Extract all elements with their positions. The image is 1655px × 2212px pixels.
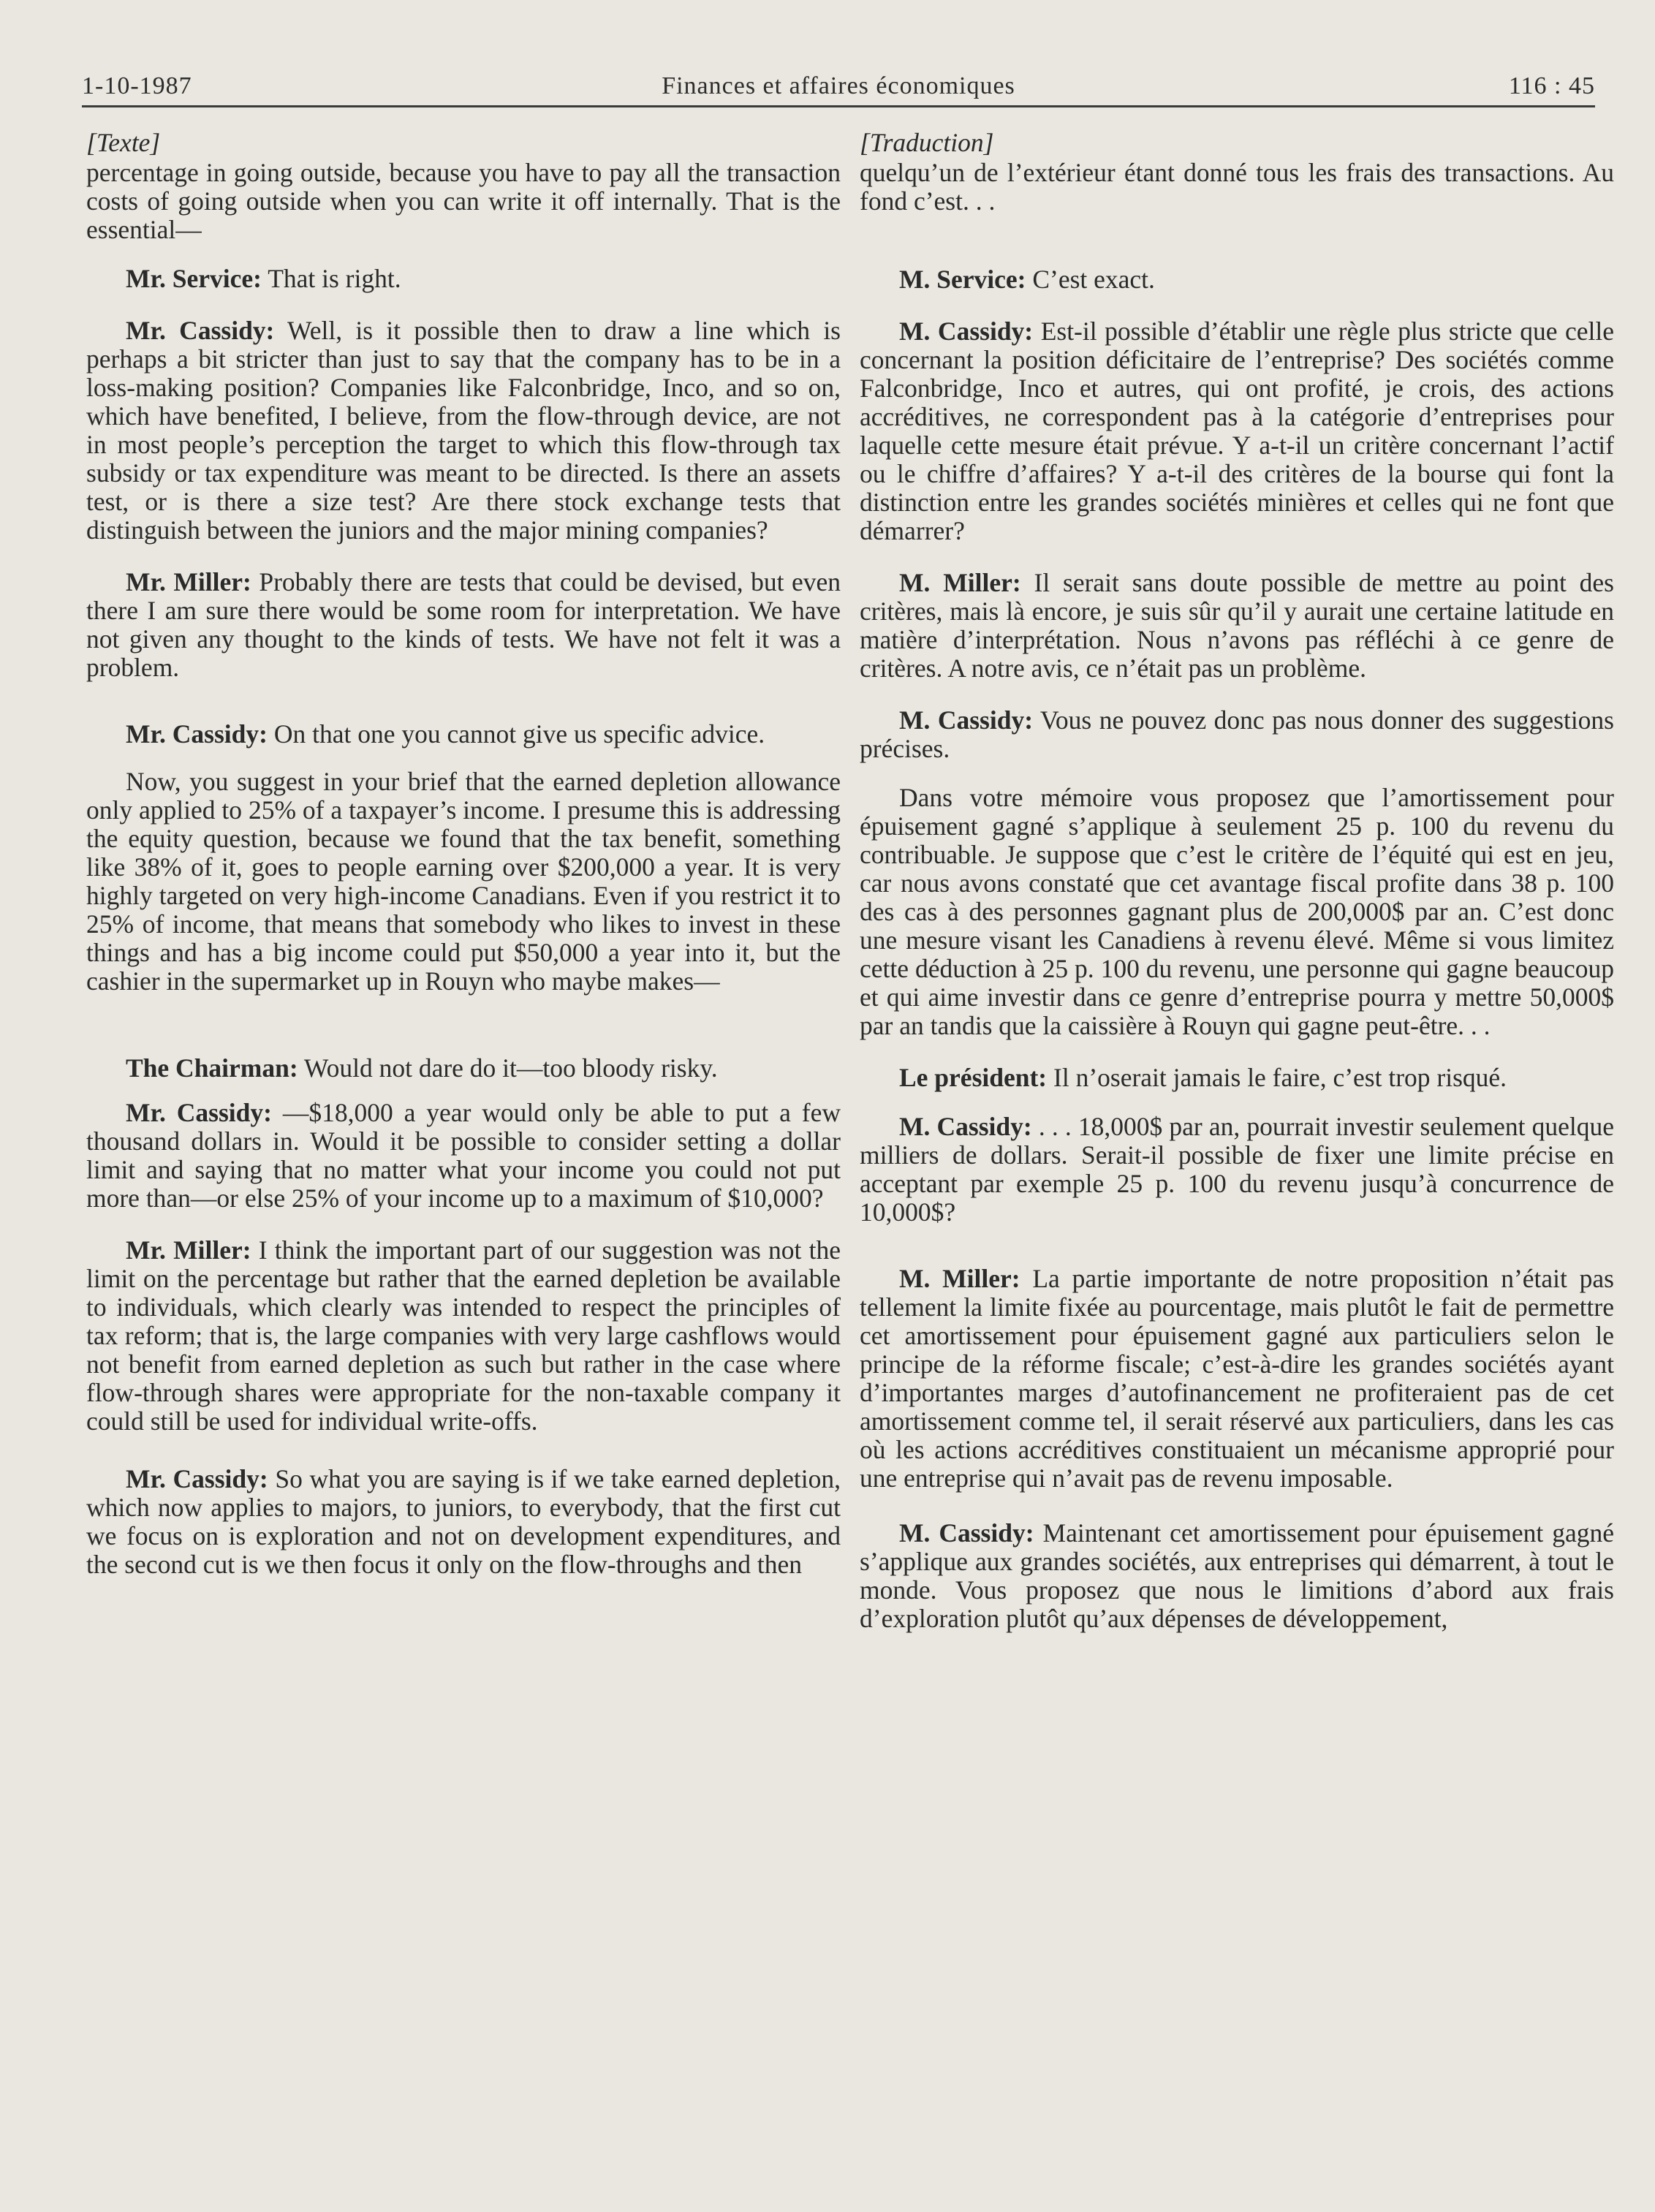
transcript-paragraph [860, 1265, 1614, 1493]
speech-text: Now, you suggest in your brief that the earned depletion allowance only applied to 25% of a taxpayer’s income. I presume this is addressing the equity question, because we found that the tax benefit, something like 38% of it, goes to people earning over $200,000 a year. It is very highly targeted on very high-income Canadians. Even if you restrict it to 25% of income, that means that somebody who likes to invest in these things and has a big income could put $50,000 a year into it, but the cashier in the supermarket up in Rouyn who maybe makes— [86, 767, 841, 996]
transcript-paragraph [860, 784, 1614, 1040]
speech-text: percentage in going outside, because you have to pay all the transaction costs of going outside when you can write it off internally. That is the essential— [86, 158, 841, 244]
speech-text: I think the important part of our suggestion was not the limit on the percentage but rather that the earned depletion be available to individuals, which clearly was intended to respect the principles of tax reform; that is, the large companies with very large cashflows would not benefit from earned depletion as such but rather in the case where flow-through shares were appropriate for the non-taxable company it could still be used for individual write-offs. [86, 1235, 841, 1436]
speech-text: Well, is it possible then to draw a line which is perhaps a bit stricter than just to say that the company has to be in a loss-making position? Companies like Falconbridge, Inco, and so on, which have benefited, I believe, from the flow-through device, are not in most people’s perception the target to which this flow-through tax subsidy or tax expenditure was meant to be directed. Is there an assets test, or is there a size test? Are there stock exchange tests that distinguish between the juniors and the major mining companies? [86, 316, 841, 545]
transcript-paragraph [860, 317, 1614, 545]
transcript-paragraph [86, 1236, 841, 1436]
transcript-paragraph [860, 706, 1614, 763]
speaker-name: Mr. Miller: [126, 1235, 251, 1265]
speech-text: Il serait sans doute possible de mettre au point des critères, mais là encore, je suis sûr qu’il y aurait une certaine latitude en matière d’interprétation. Nous n’avons pas réfléchi à ce genre de critères. A notre avis, ce n’était pas un problème. [860, 568, 1614, 683]
speaker-name: Mr. Miller: [126, 567, 251, 596]
french-column [860, 129, 1614, 1633]
page-header [82, 70, 1595, 114]
speech-text: Maintenant cet amortissement pour épuisement gagné s’applique aux grandes sociétés, aux entreprises qui démarrent, à tout le monde. Vous proposez que nous le limitions d’abord aux frais d’exploration plutôt qu’aux dépenses de développement, [860, 1518, 1614, 1633]
speaker-name: The Chairman: [126, 1053, 298, 1083]
speech-text: . . . 18,000$ par an, pourrait investir seulement quelque milliers de dollars. Serait-il possible de fixer une limite précise en acceptant par exemple 25 p. 100 du revenu jusqu’à concurrence de 10,000$? [860, 1112, 1614, 1227]
translation-label: [Traduction] [860, 128, 994, 157]
speech-text: quelqu’un de l’extérieur étant donné tous les frais des transactions. Au fond c’est. . . [860, 158, 1614, 216]
speech-text: On that one you cannot give us specific advice. [267, 719, 765, 749]
speaker-name: Mr. Cassidy: [126, 316, 275, 345]
transcript-paragraph [86, 1054, 841, 1083]
transcript-paragraph [860, 1064, 1614, 1092]
speech-text: Dans votre mémoire vous proposez que l’amortissement pour épuisement gagné s’applique à seulement 25 p. 100 du revenu du contribuable. Je suppose que c’est le critère de l’équité qui est en jeu, car nous avons constaté que cet avantage fiscal profite dans 38 p. 100 des cas à des personnes gagnant plus de 200,000$ par an. C’est donc une mesure visant les Canadiens à revenu élevé. Même si vous limitez cette déduction à 25 p. 100 du revenu, une personne qui gagne beaucoup et qui aime investir dans ce genre d’entreprise pourra y mettre 50,000$ par an tandis que la caissière à Rouyn qui gagne peut-être. . . [860, 783, 1614, 1040]
speaker-name: M. Cassidy: [899, 705, 1034, 735]
header-rule [82, 105, 1595, 107]
speech-text: C’est exact. [1026, 265, 1155, 294]
transcript-paragraph [86, 568, 841, 682]
speaker-name: Mr. Cassidy: [126, 1098, 272, 1127]
transcript-paragraph [86, 720, 841, 749]
transcript-paragraph [860, 1113, 1614, 1227]
speech-text: La partie importante de notre proposition n’était pas tellement la limite fixée au pourcentage, mais plutôt le fait de permettre cet amortissement pour épuisement gagné aux particuliers selon le principe de la réforme fiscale; c’est-à-dire les grandes sociétés ayant d’importantes marges d’autofinancement ne profiteraient pas de cet amortissement comme tel, il serait réservé aux particuliers, dans les cas où les actions accréditives constituaient un mécanisme approprié pour une entreprise qui n’avait pas de revenu imposable. [860, 1264, 1614, 1493]
transcript-paragraph [86, 1099, 841, 1213]
speech-text: —$18,000 a year would only be able to put a few thousand dollars in. Would it be possible to consider setting a dollar limit and saying that no matter what your income you could not put more than—or else 25% of your income up to a maximum of $10,000? [86, 1098, 841, 1213]
speaker-name: Mr. Service: [126, 264, 262, 293]
speech-text: Probably there are tests that could be devised, but even there I am sure there would be some room for interpretation. We have not given any thought to the kinds of tests. We have not felt it was a problem. [86, 567, 841, 682]
speaker-name: Mr. Cassidy: [126, 1464, 268, 1493]
transcript-paragraph [86, 159, 841, 244]
speaker-name: M. Miller: [899, 1264, 1020, 1293]
speaker-name: Mr. Cassidy: [126, 719, 268, 749]
header-page-number: 116 : 45 [1508, 72, 1595, 99]
transcript-paragraph [860, 569, 1614, 683]
speaker-name: M. Service: [899, 265, 1026, 294]
transcript-paragraph [860, 1519, 1614, 1633]
speech-text: Vous ne pouvez donc pas nous donner des suggestions précises. [860, 705, 1614, 763]
transcript-paragraph [86, 265, 841, 293]
transcript-paragraph [860, 159, 1614, 216]
speech-text: So what you are saying is if we take earned depletion, which now applies to majors, to juniors, to everybody, that the first cut we focus on is exploration and not on development expenditures, and the second cut is we then focus it only on the flow-throughs and then [86, 1464, 841, 1579]
speaker-name: Le président: [899, 1063, 1048, 1092]
speaker-name: M. Cassidy: [899, 317, 1034, 346]
speech-text: That is right. [261, 264, 401, 293]
transcript-paragraph [86, 317, 841, 545]
speaker-name: M. Cassidy: [899, 1112, 1032, 1141]
speech-text: Il n’oserait jamais le faire, c’est trop risqué. [1047, 1063, 1507, 1092]
header-title: Finances et affaires économiques [662, 72, 1015, 99]
english-column [86, 129, 841, 1579]
transcript-paragraph [860, 265, 1614, 294]
speech-text: Would not dare do it—too bloody risky. [298, 1053, 718, 1083]
header-date: 1-10-1987 [82, 72, 192, 99]
text-label: [Texte] [86, 128, 161, 157]
speaker-name: M. Cassidy: [899, 1518, 1034, 1548]
transcript-paragraph [86, 768, 841, 996]
transcript-paragraph [86, 1465, 841, 1579]
speech-text: Est-il possible d’établir une règle plus stricte que celle concernant la position déficitaire de l’entreprise? Des sociétés comme Falconbridge, Inco et autres, qui ont profité, je crois, des actions accréditives, ne correspondent pas à la catégorie d’entreprises pour laquelle cette mesure était prévue. Y a-t-il un critère concernant l’actif ou le chiffre d’affaires? Y a-t-il des critères de la bourse qui font la distinction entre les grandes sociétés minières et celles qui ne font que démarrer? [860, 317, 1614, 545]
speaker-name: M. Miller: [899, 568, 1021, 597]
